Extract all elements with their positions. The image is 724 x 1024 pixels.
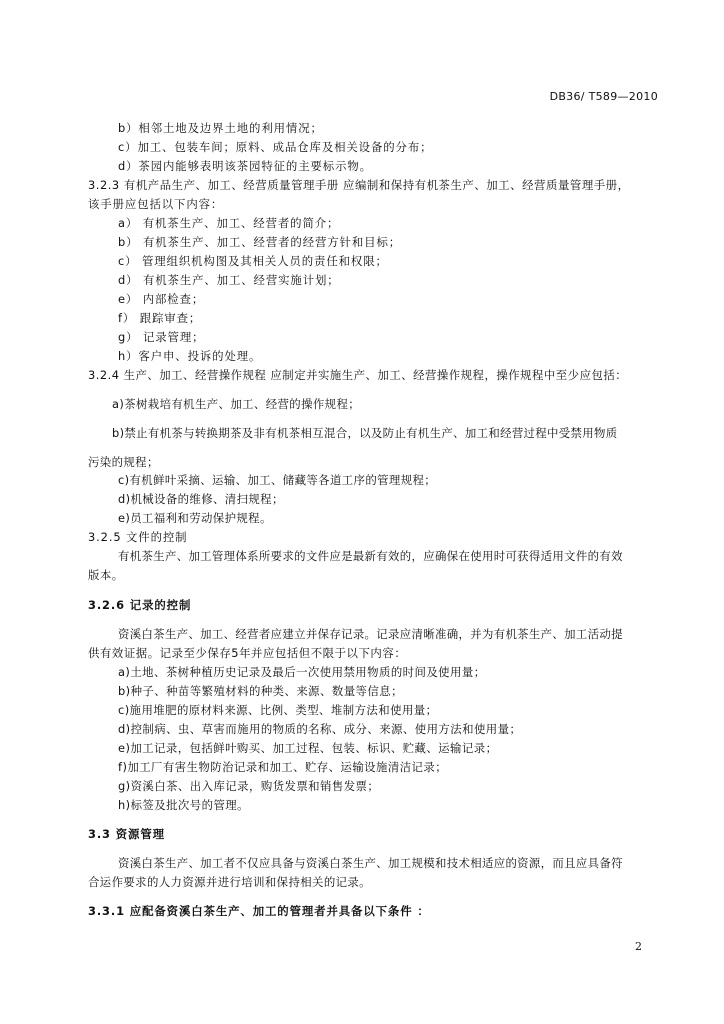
text-line: d）茶园内能够表明该茶园特征的主要标示物。 xyxy=(118,159,372,173)
text-line: a） 有机茶生产、加工、经营者的简介； xyxy=(118,216,340,230)
text-line: e)加工记录，包括鲜叶购买、加工过程、包装、标识、贮藏、运输记录； xyxy=(118,741,498,755)
text-line: a)茶树栽培有机生产、加工、经营的操作规程； xyxy=(112,397,361,411)
text-line: b)禁止有机茶与转换期茶及非有机茶相互混合，以及防止有机生产、加工和经营过程中受禁用物质 xyxy=(112,426,618,440)
text-line: 供有效证据。记录至少保存5年并应包括但不限于以下内容： xyxy=(88,646,407,660)
text-line: e） 内部检查； xyxy=(118,292,205,306)
text-line: c）加工、包装车间；原料、成品仓库及相关设备的分布； xyxy=(118,140,433,154)
text-line: d)机械设备的维修、清扫规程； xyxy=(118,492,284,506)
text-line: 3.2.5 文件的控制 xyxy=(88,530,188,544)
page-number: 2 xyxy=(635,940,642,953)
text-line: b） 有机茶生产、加工、经营者的经营方针和目标； xyxy=(118,235,402,249)
text-line: e)员工福利和劳动保护规程。 xyxy=(118,511,272,525)
text-line: 资溪白茶生产、加工者不仅应具备与资溪白茶生产、加工规模和技术相适应的资源，而且应具备符 xyxy=(118,856,623,870)
text-line: 合运作要求的人力资源并进行培训和保持相关的记录。 xyxy=(88,875,371,889)
text-line: b)种子、种苗等繁殖材料的种类、来源、数量等信息； xyxy=(118,684,403,698)
text-line: 资溪白茶生产、加工、经营者应建立并保存记录。记录应清晰准确，并为有机茶生产、加工活动提 xyxy=(118,627,623,641)
text-line: h）客户申、投诉的处理。 xyxy=(118,349,262,363)
text-line: f)加工厂有害生物防治记录和加工、贮存、运输设施清洁记录； xyxy=(118,760,448,774)
text-line: d） 有机茶生产、加工、经营实施计划； xyxy=(118,273,340,287)
text-line: g） 记录管理； xyxy=(118,330,205,344)
text-line: 污染的规程； xyxy=(88,455,159,469)
text-line: 3.3.1 应配备资溪白茶生产、加工的管理者并具备以下条件 ： xyxy=(88,904,430,918)
text-line: c)施用堆肥的原材料来源、比例、类型、堆制方法和使用量； xyxy=(118,703,438,717)
text-line: 3.2.3 有机产品生产、加工、经营质量管理手册 应编制和保持有机茶生产、加工、经营质量管理手册， xyxy=(88,178,630,192)
text-line: 3.2.4 生产、加工、经营操作规程 应制定并实施生产、加工、经营操作规程，操作规程中至少应包括： xyxy=(88,368,628,382)
text-line: c)有机鲜叶采摘、运输、加工、储藏等各道工序的管理规程； xyxy=(118,473,437,487)
text-line: f） 跟踪审查； xyxy=(118,311,202,325)
text-line: 3.2.6 记录的控制 xyxy=(88,598,192,612)
text-line: d)控制病、虫、草害而施用的物质的名称、成分、来源、使用方法和使用量； xyxy=(118,722,522,736)
text-line: 版本。 xyxy=(88,568,124,582)
text-line: g)资溪白茶、出入库记录，购货发票和销售发票； xyxy=(118,779,380,793)
text-line: 3.3 资源管理 xyxy=(88,827,165,841)
text-line: 有机茶生产、加工管理体系所要求的文件应是最新有效的，应确保在使用时可获得适用文件的有效 xyxy=(118,549,623,563)
standard-code-header: DB36/ T589—2010 xyxy=(549,90,658,103)
text-line: b）相邻土地及边界土地的利用情况； xyxy=(118,121,323,135)
text-line: c） 管理组织机构图及其相关人员的责任和权限； xyxy=(118,254,388,268)
text-line: 该手册应包括以下内容： xyxy=(88,197,224,211)
text-line: h)标签及批次号的管理。 xyxy=(118,798,249,812)
text-line: a)土地、茶树种植历史记录及最后一次使用禁用物质的时间及使用量； xyxy=(118,665,486,679)
